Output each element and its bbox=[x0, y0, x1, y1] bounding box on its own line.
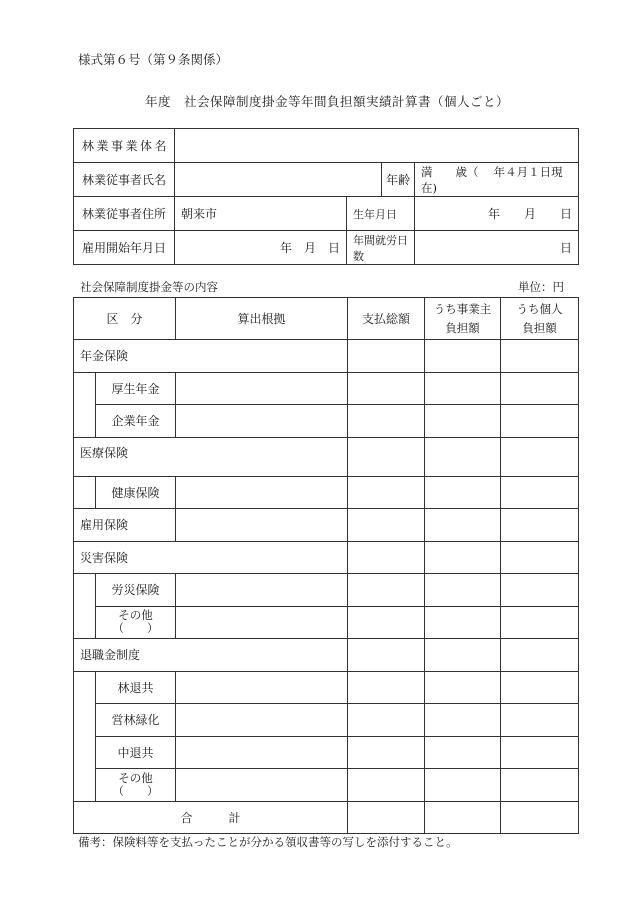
birthdate-field[interactable]: 年 月 日 bbox=[415, 197, 579, 231]
section-label: 社会保障制度掛金等の内容 bbox=[80, 280, 218, 294]
employment-start-field[interactable]: 年 月 日 bbox=[175, 231, 347, 265]
birthdate-label: 生年月日 bbox=[347, 197, 415, 231]
kenkou-personal-cell[interactable] bbox=[501, 476, 579, 509]
info-table bbox=[73, 128, 579, 265]
accident-other-line1: その他 bbox=[118, 608, 153, 623]
accident-other-employer-cell[interactable] bbox=[425, 606, 501, 639]
business-name-field[interactable] bbox=[175, 129, 579, 163]
header-basis: 算出根拠 bbox=[176, 298, 348, 340]
retirement-personal-cell[interactable] bbox=[501, 639, 579, 672]
retirement-other-personal-cell[interactable] bbox=[501, 769, 579, 802]
accident-group-label: 災害保険 bbox=[74, 541, 348, 574]
medical-group-label: 医療保険 bbox=[74, 437, 348, 476]
accident-other-total-cell[interactable] bbox=[348, 606, 425, 639]
chutaikyo-basis-cell[interactable] bbox=[176, 736, 348, 769]
form-number: 様式第６号（第９条関係） bbox=[78, 52, 229, 67]
pension-indent-cell bbox=[74, 372, 96, 437]
eirin-total-cell[interactable] bbox=[348, 704, 425, 737]
pension-item-kousei: 厚生年金 bbox=[96, 372, 176, 405]
kousei-employer-cell[interactable] bbox=[425, 372, 501, 405]
chutaikyo-total-cell[interactable] bbox=[348, 736, 425, 769]
retirement-total-cell[interactable] bbox=[348, 639, 425, 672]
accident-item-rousai: 労災保険 bbox=[96, 574, 176, 607]
accident-other-line2: （ ） bbox=[112, 621, 159, 636]
rintaikyo-personal-cell[interactable] bbox=[501, 671, 579, 704]
header-row bbox=[74, 298, 579, 340]
address-field[interactable]: 朝来市 bbox=[175, 197, 347, 231]
retirement-other-basis-cell[interactable] bbox=[176, 769, 348, 802]
rousai-personal-cell[interactable] bbox=[501, 574, 579, 607]
address-label: 林業従事者住所 bbox=[74, 197, 175, 231]
age-field[interactable]: 満 歳（ 年４月１日現在) bbox=[415, 163, 579, 197]
employment-personal-cell[interactable] bbox=[501, 509, 579, 542]
annual-workdays-field[interactable]: 日 bbox=[415, 231, 579, 265]
eirin-personal-cell[interactable] bbox=[501, 704, 579, 737]
retirement-other-line2: （ ） bbox=[112, 783, 159, 798]
employment-basis-cell[interactable] bbox=[176, 509, 348, 542]
header-personal-share bbox=[501, 298, 579, 340]
kousei-basis-cell[interactable] bbox=[176, 372, 348, 405]
retirement-indent-cell bbox=[74, 671, 96, 801]
medical-employer-cell[interactable] bbox=[425, 437, 501, 476]
rousai-employer-cell[interactable] bbox=[425, 574, 501, 607]
eirin-employer-cell[interactable] bbox=[425, 704, 501, 737]
accident-employer-cell[interactable] bbox=[425, 541, 501, 574]
kigyou-basis-cell[interactable] bbox=[176, 405, 348, 438]
insurance-table bbox=[73, 297, 579, 834]
accident-other-basis-cell[interactable] bbox=[176, 606, 348, 639]
retirement-employer-cell[interactable] bbox=[425, 639, 501, 672]
kigyou-employer-cell[interactable] bbox=[425, 405, 501, 438]
header-category: 区 分 bbox=[74, 298, 176, 340]
kenkou-employer-cell[interactable] bbox=[425, 476, 501, 509]
document-title: 年度 社会保障制度掛金等年間負担額実績計算書（個人ごと） bbox=[145, 94, 510, 109]
pension-total-cell[interactable] bbox=[348, 340, 425, 373]
employment-employer-cell[interactable] bbox=[425, 509, 501, 542]
employment-start-label: 雇用開始年月日 bbox=[74, 231, 175, 265]
header-personal-line2: 負担額 bbox=[522, 320, 557, 335]
header-total: 支払総額 bbox=[348, 298, 425, 340]
rousai-total-cell[interactable] bbox=[348, 574, 425, 607]
accident-personal-cell[interactable] bbox=[501, 541, 579, 574]
medical-item-kenkou: 健康保険 bbox=[96, 476, 176, 509]
medical-personal-cell[interactable] bbox=[501, 437, 579, 476]
retirement-other-line1: その他 bbox=[118, 770, 153, 785]
pension-personal-cell[interactable] bbox=[501, 340, 579, 373]
header-employer-line1: うち事業主 bbox=[433, 301, 492, 316]
pension-employer-cell[interactable] bbox=[425, 340, 501, 373]
accident-item-other bbox=[96, 606, 176, 639]
medical-indent-cell bbox=[74, 476, 96, 509]
kenkou-basis-cell[interactable] bbox=[176, 476, 348, 509]
kigyou-total-cell[interactable] bbox=[348, 405, 425, 438]
accident-other-personal-cell[interactable] bbox=[501, 606, 579, 639]
retirement-item-rintaikyo: 林退共 bbox=[96, 671, 176, 704]
rousai-basis-cell[interactable] bbox=[176, 574, 348, 607]
header-employer-share bbox=[425, 298, 501, 340]
kenkou-total-cell[interactable] bbox=[348, 476, 425, 509]
business-name-label: 林業事業体名 bbox=[74, 129, 175, 163]
retirement-item-eirin: 営林緑化 bbox=[96, 704, 176, 737]
chutaikyo-personal-cell[interactable] bbox=[501, 736, 579, 769]
unit-label: 単位：円 bbox=[518, 280, 564, 294]
annual-workdays-label: 年間就労日数 bbox=[347, 231, 415, 265]
header-employer-line2: 負担額 bbox=[445, 320, 480, 335]
medical-total-cell[interactable] bbox=[348, 437, 425, 476]
worker-name-field[interactable] bbox=[175, 163, 382, 197]
header-personal-line1: うち個人 bbox=[516, 301, 563, 316]
chutaikyo-employer-cell[interactable] bbox=[425, 736, 501, 769]
retirement-other-employer-cell[interactable] bbox=[425, 769, 501, 802]
grand-total-cell[interactable] bbox=[348, 801, 425, 834]
retirement-item-chutaikyo: 中退共 bbox=[96, 736, 176, 769]
grand-personal-cell[interactable] bbox=[501, 801, 579, 834]
worker-name-label: 林業従事者氏名 bbox=[74, 163, 175, 197]
rintaikyo-employer-cell[interactable] bbox=[425, 671, 501, 704]
kousei-total-cell[interactable] bbox=[348, 372, 425, 405]
pension-group-label: 年金保険 bbox=[74, 340, 348, 373]
grand-employer-cell[interactable] bbox=[425, 801, 501, 834]
retirement-other-total-cell[interactable] bbox=[348, 769, 425, 802]
pension-item-kigyou: 企業年金 bbox=[96, 405, 176, 438]
age-label: 年齢 bbox=[382, 163, 415, 197]
employment-total-cell[interactable] bbox=[348, 509, 425, 542]
rintaikyo-total-cell[interactable] bbox=[348, 671, 425, 704]
accident-total-cell[interactable] bbox=[348, 541, 425, 574]
accident-indent-cell bbox=[74, 574, 96, 639]
total-label: 合 計 bbox=[74, 801, 348, 834]
employment-group-label: 雇用保険 bbox=[74, 509, 176, 542]
kigyou-personal-cell[interactable] bbox=[501, 405, 579, 438]
retirement-item-other bbox=[96, 769, 176, 802]
rintaikyo-basis-cell[interactable] bbox=[176, 671, 348, 704]
remark-note: 備考：保険料等を支払ったことが分かる領収書等の写しを添付すること。 bbox=[78, 835, 458, 849]
retirement-group-label: 退職金制度 bbox=[74, 639, 348, 672]
kousei-personal-cell[interactable] bbox=[501, 372, 579, 405]
eirin-basis-cell[interactable] bbox=[176, 704, 348, 737]
